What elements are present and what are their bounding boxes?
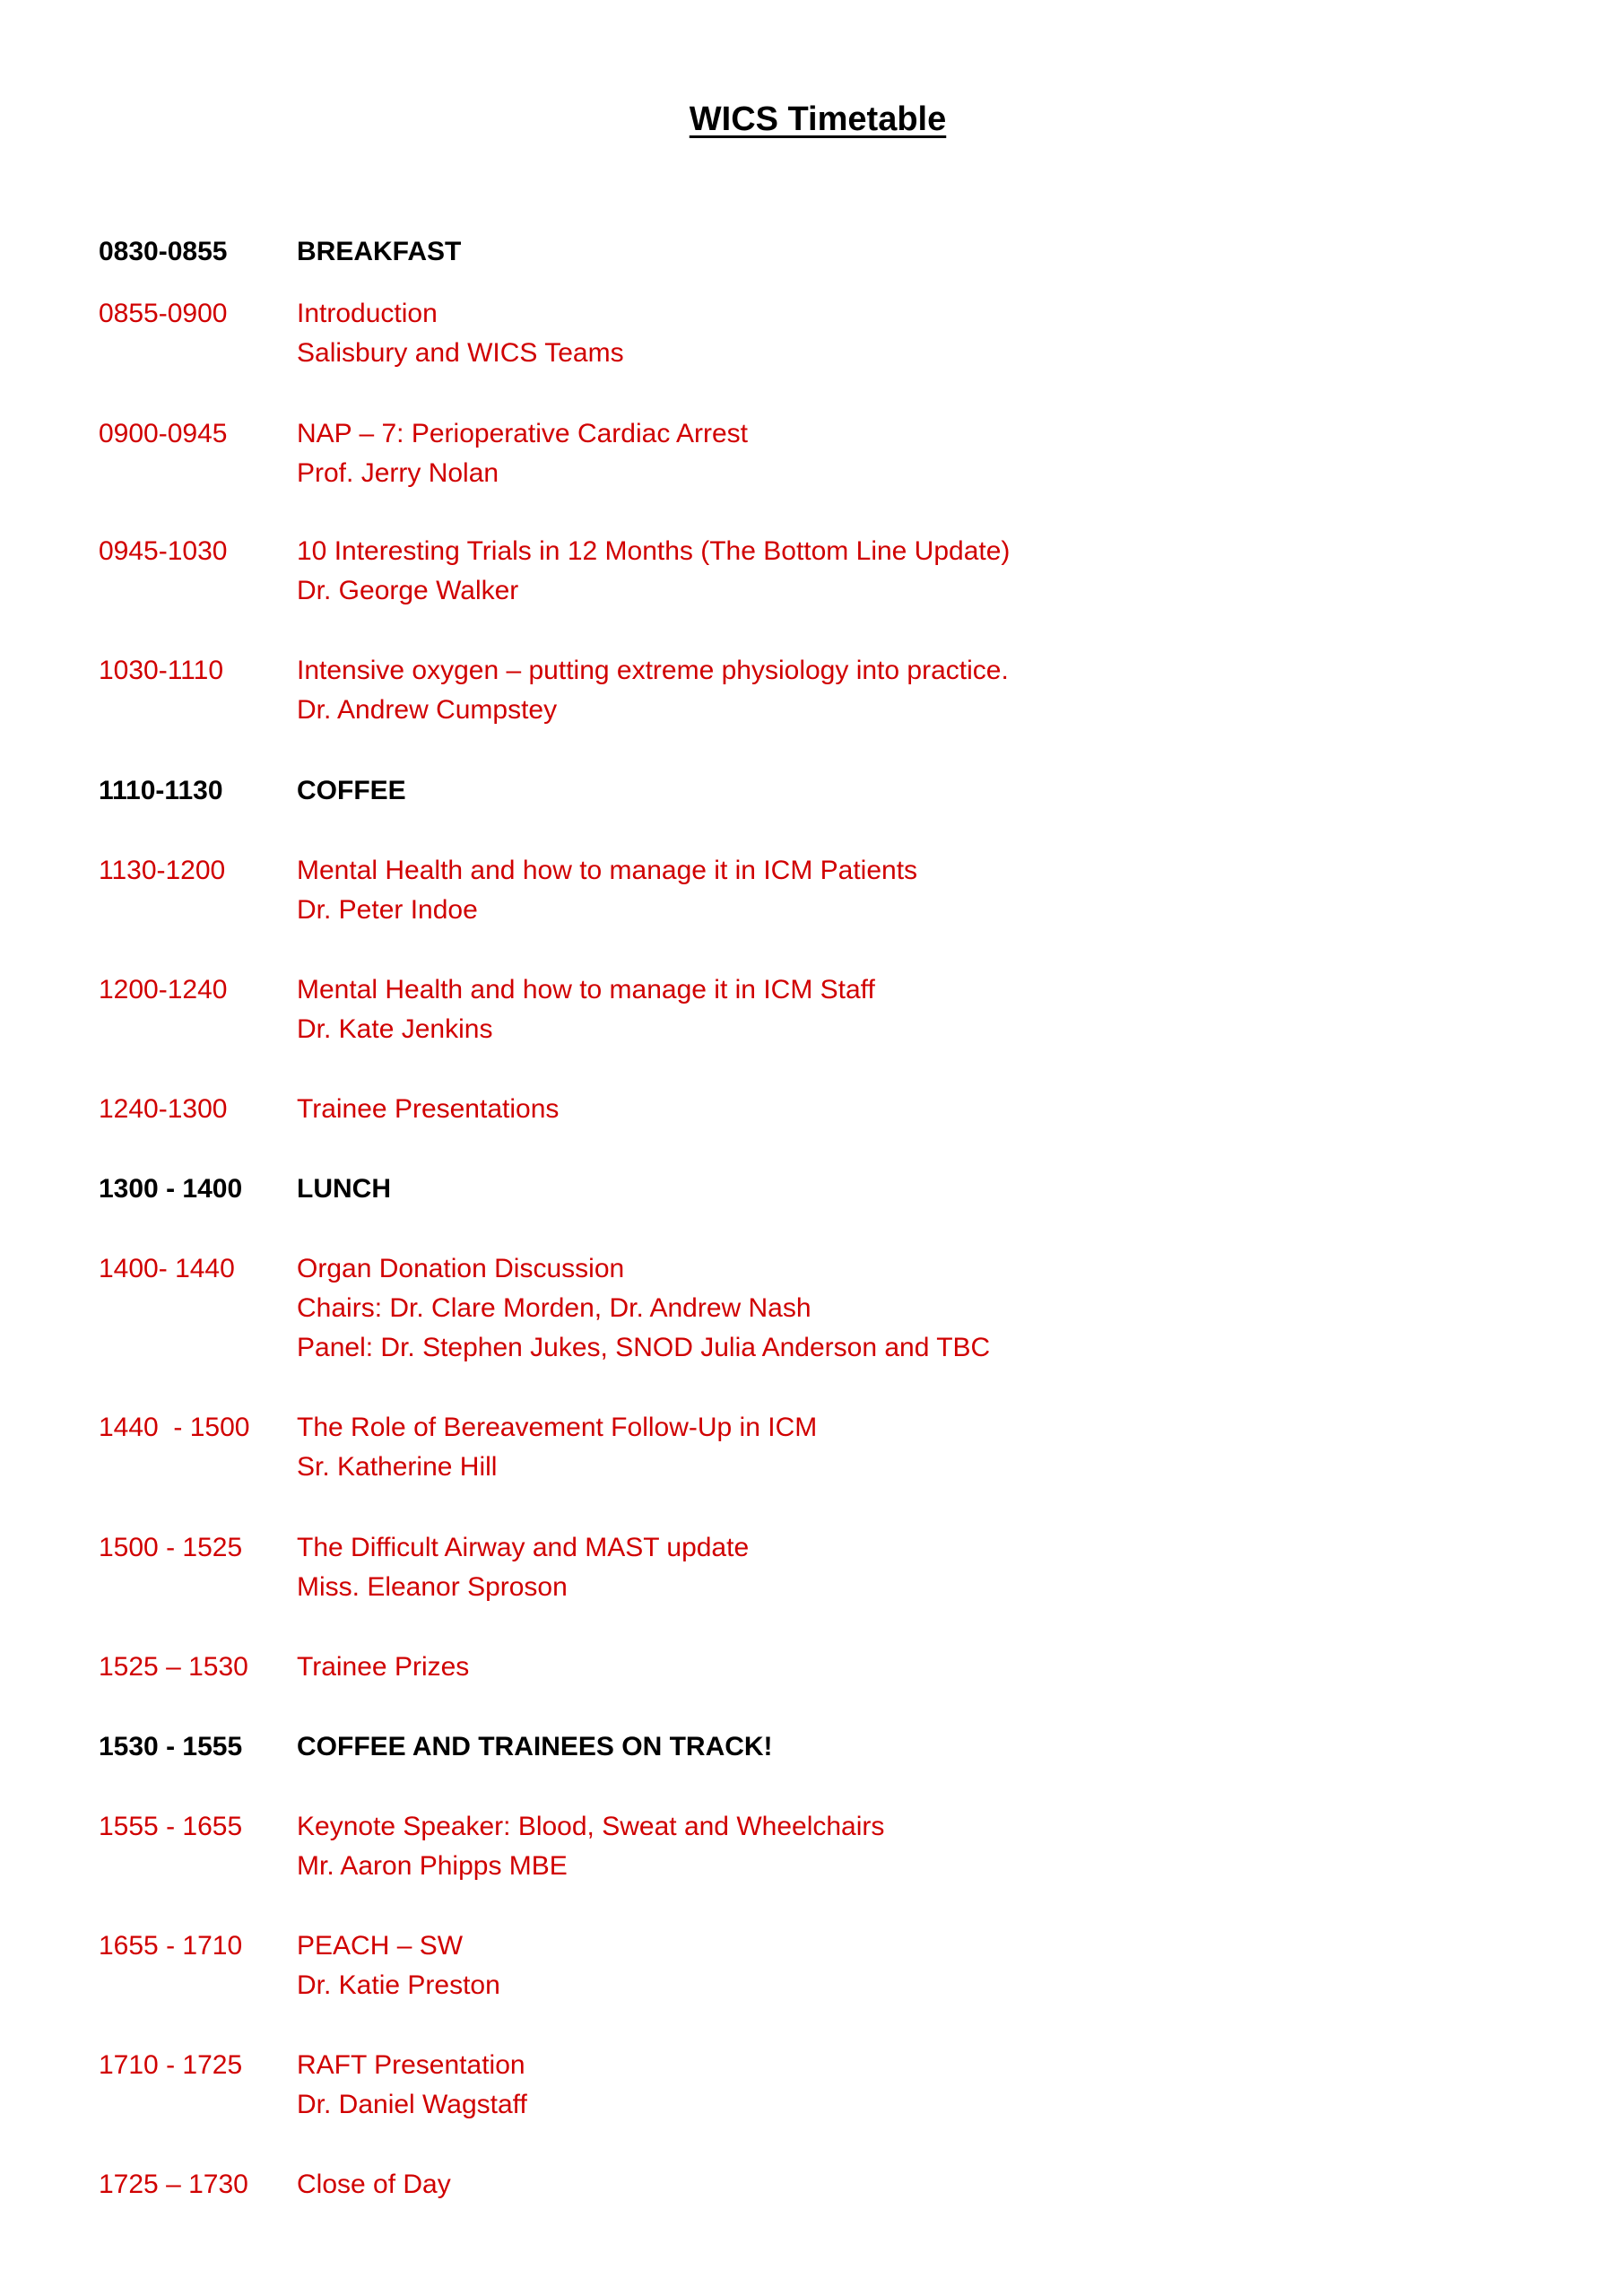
entry-time: 1240-1300: [99, 1094, 228, 1124]
entry-details: [297, 851, 917, 930]
entry-time: 1725 – 1730: [99, 2170, 248, 2199]
entry-title: 10 Interesting Trials in 12 Months (The Bottom Line Update): [297, 536, 1011, 566]
entry-time: 0830-0855: [99, 237, 228, 266]
entry-title: Mental Health and how to manage it in ICM Staff: [297, 975, 875, 1004]
entry-details: [297, 1807, 884, 1886]
entry-details: [297, 532, 1010, 611]
entry-details: [297, 771, 406, 811]
entry-time: 1400- 1440: [99, 1254, 235, 1283]
entry-time: 1525 – 1530: [99, 1652, 248, 1682]
entry-title: The Role of Bereavement Follow-Up in ICM: [297, 1413, 818, 1442]
entry-title: PEACH – SW: [297, 1931, 464, 1961]
entry-detail: Dr. Peter Indoe: [297, 895, 478, 925]
entry-details: [297, 1249, 990, 1368]
entry-title: The Difficult Airway and MAST update: [297, 1533, 750, 1562]
entry-details: [297, 2165, 451, 2205]
entry-title: Close of Day: [297, 2170, 451, 2199]
entry-title: BREAKFAST: [297, 237, 462, 266]
entry-time: 0900-0945: [99, 419, 228, 448]
entry-detail: Sr. Katherine Hill: [297, 1452, 498, 1482]
entry-detail: Miss. Eleanor Sproson: [297, 1572, 568, 1602]
entry-details: [297, 1727, 773, 1767]
entry-title: Trainee Presentations: [297, 1094, 560, 1124]
entry-details: [297, 1090, 559, 1129]
entry-time: 1530 - 1555: [99, 1732, 243, 1761]
entry-title: Intensive oxygen – putting extreme physiology into practice.: [297, 656, 1009, 685]
entry-time: 1555 - 1655: [99, 1812, 243, 1841]
entry-details: [297, 970, 875, 1049]
page-title: WICS Timetable: [689, 100, 947, 138]
entry-title: Mental Health and how to manage it in ICM Patients: [297, 856, 918, 885]
entry-title: NAP – 7: Perioperative Cardiac Arrest: [297, 419, 749, 448]
entry-time: 1655 - 1710: [99, 1931, 243, 1961]
entry-time: 1130-1200: [99, 856, 226, 885]
entry-title: LUNCH: [297, 1174, 391, 1204]
entry-time: 0855-0900: [99, 299, 228, 328]
entry-title: COFFEE: [297, 776, 406, 805]
entry-detail: Dr. George Walker: [297, 576, 519, 605]
entry-details: [297, 1170, 391, 1209]
entry-detail: Dr. Katie Preston: [297, 1970, 500, 2000]
entry-title: Keynote Speaker: Blood, Sweat and Wheelchairs: [297, 1812, 885, 1841]
entry-time: 1030-1110: [99, 656, 224, 685]
entry-time: 0945-1030: [99, 536, 228, 566]
entry-details: [297, 232, 461, 272]
entry-details: [297, 1926, 500, 2005]
entry-detail: Mr. Aaron Phipps MBE: [297, 1851, 568, 1881]
entry-details: [297, 1408, 817, 1487]
entry-details: [297, 294, 624, 373]
entry-details: [297, 1528, 749, 1607]
entry-detail: Chairs: Dr. Clare Morden, Dr. Andrew Nash: [297, 1293, 812, 1323]
entry-details: [297, 651, 1009, 730]
entry-time: 1440 - 1500: [99, 1413, 250, 1442]
entry-detail: Dr. Daniel Wagstaff: [297, 2090, 527, 2119]
entry-detail: Panel: Dr. Stephen Jukes, SNOD Julia Anderson and TBC: [297, 1333, 991, 1362]
entry-time: 1300 - 1400: [99, 1174, 243, 1204]
entry-title: RAFT Presentation: [297, 2050, 525, 2080]
entry-detail: Dr. Andrew Cumpstey: [297, 695, 558, 725]
entry-time: 1110-1130: [99, 776, 223, 805]
entry-title: COFFEE AND TRAINEES ON TRACK!: [297, 1732, 773, 1761]
entry-time: 1710 - 1725: [99, 2050, 243, 2080]
entry-details: [297, 1648, 469, 1687]
entry-time: 1500 - 1525: [99, 1533, 243, 1562]
entry-detail: Salisbury and WICS Teams: [297, 338, 624, 368]
entry-details: [297, 2046, 527, 2125]
entry-detail: Dr. Kate Jenkins: [297, 1014, 493, 1044]
entry-details: [297, 414, 748, 493]
entry-time: 1200-1240: [99, 975, 228, 1004]
entry-title: Trainee Prizes: [297, 1652, 470, 1682]
entry-title: Organ Donation Discussion: [297, 1254, 625, 1283]
entry-detail: Prof. Jerry Nolan: [297, 458, 499, 488]
entry-title: Introduction: [297, 299, 438, 328]
